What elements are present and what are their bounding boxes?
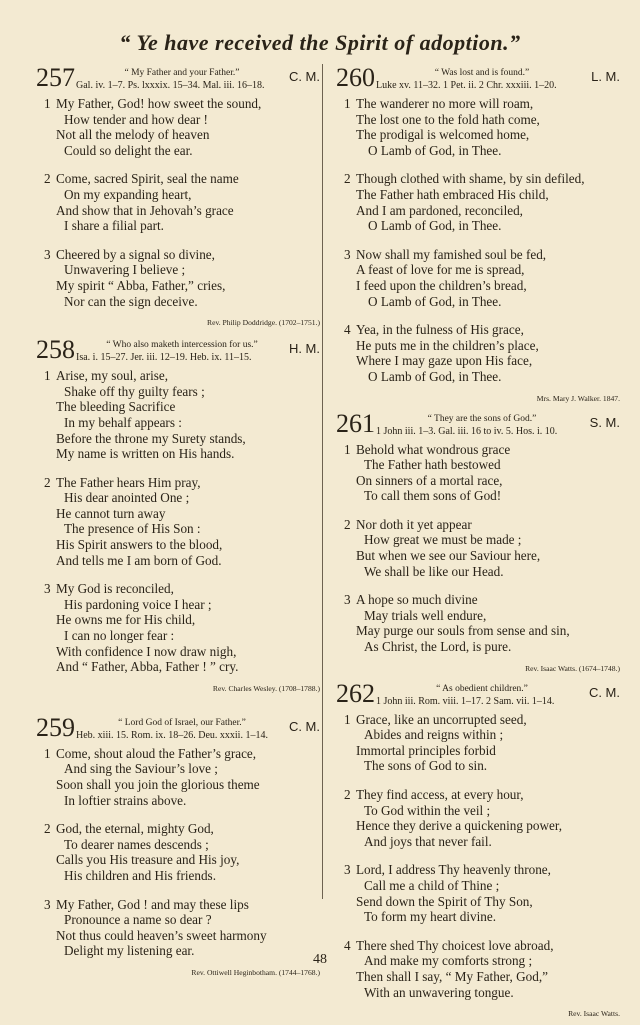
stanza [36,247,320,309]
stanza-line [336,247,620,263]
line-text: How great we must be made ; [364,532,522,548]
stanza-line [336,758,620,774]
line-text: May trials well endure, [364,607,487,623]
stanza-line [336,96,620,112]
line-text: Hence they derive a quickening power, [356,818,562,834]
stanza-number: 1 [344,711,351,727]
hymn-number: 260 [336,63,375,92]
stanza-line [36,581,320,597]
stanza-line [36,628,320,644]
stanza-line [336,938,620,954]
line-text: Lord, I address Thy heavenly throne, [356,862,551,878]
line-text: And sing the Saviour’s love ; [64,761,218,777]
line-text: To call them sons of God! [364,488,502,504]
line-text: With an unwavering tongue. [364,984,514,1000]
stanza-line [36,490,320,506]
hymn-header [36,335,320,368]
hymn-header [336,408,620,442]
line-text: The presence of His Son : [64,521,201,537]
stanza [336,592,620,654]
stanza-line [336,218,620,234]
hymn-meter: L. M. [591,69,620,84]
stanza-line [336,187,620,203]
stanza-line [36,171,320,187]
hymn-262 [336,678,620,1025]
hymn-meter: S. M. [589,414,620,430]
stanza-number: 2 [44,474,51,490]
hymn-header [36,63,320,96]
stanza [336,442,620,504]
line-text: Send down the Spirit of Thy Son, [356,893,533,909]
stanza-number: 3 [344,592,351,608]
line-text: I can no longer fear : [64,628,175,644]
stanza [336,862,620,924]
line-text: On sinners of a mortal race, [356,472,503,488]
stanza-line [36,431,320,447]
stanza-line [336,338,620,354]
hymn-header [336,678,620,712]
hymn-number: 257 [36,63,75,92]
stanza-line [336,787,620,803]
line-text: Before the throne my Surety stands, [56,430,246,446]
hymn-author: Mrs. Mary J. Walker. 1847. [536,393,620,403]
hymn-author: Rev. Isaac Watts. (1674–1748.) [525,663,620,673]
line-text: To form my heart divine. [364,909,497,925]
stanza [336,96,620,158]
stanza-line [36,384,320,400]
line-text: My name is written on His hands. [56,446,235,462]
line-text: He owns me for His child, [56,612,196,628]
line-text: Come, shout aloud the Father’s grace, [56,745,257,761]
stanza-line [36,746,320,762]
line-text: I share a filial part. [64,218,164,234]
hymn-caption: “ My Father and your Father.” [124,68,240,78]
line-text: Where I may gaze upon His face, [356,353,533,369]
line-text: The bleeding Sacrifice [56,399,176,415]
stanza-line [336,743,620,759]
line-text: The lost one to the fold hath come, [356,111,540,127]
page-header: “ Ye have received the Spirit of adoption.” [119,30,521,55]
line-text: His dear anointed One ; [64,490,190,506]
line-text: We shall be like our Head. [364,563,504,579]
line-text: Not thus could heaven’s sweet harmony [56,927,267,943]
hymn-number: 262 [336,678,375,708]
line-text: Though clothed with shame, by sin defiled, [356,171,585,187]
column-divider [322,64,323,899]
line-text: A hope so much divine [356,592,478,608]
line-text: The prodigal is welcomed home, [356,127,530,143]
stanza-number: 2 [44,821,51,837]
hymn-author: Rev. Ottiwell Heginbotham. (1744–1768.) [191,967,320,977]
line-text: I feed upon the children’s bread, [356,277,527,293]
line-text: A feast of love for me is spread, [356,262,525,278]
hymn-number: 261 [336,408,375,438]
stanza-line [36,143,320,159]
line-text: Immortal principles forbid [356,742,496,758]
stanza-line [36,837,320,853]
stanza-line [336,623,620,639]
stanza-line [36,187,320,203]
stanza-number: 2 [344,787,351,802]
line-text: And show that in Jehovah’s grace [56,202,234,218]
stanza-line [336,473,620,489]
line-text: The wanderer no more will roam, [356,96,534,111]
stanza-line [36,521,320,537]
scripture-references: 1 John iii. Rom. viii. 1–17. 2 Sam. vii. 1–14. [376,695,555,707]
stanza [336,938,620,1000]
stanza-number: 2 [344,516,351,532]
stanza [36,897,320,959]
line-text: In loftier strains above. [64,792,187,808]
line-text: My God is reconciled, [56,581,174,597]
line-text: And I am pardoned, reconciled, [356,202,523,218]
hymn-261 [336,408,620,680]
stanza-line [36,368,320,384]
stanza-line [336,353,620,369]
line-text: His Spirit answers to the blood, [56,537,223,553]
right-column [336,63,620,1025]
stanza-line [36,96,320,112]
stanza-line [36,659,320,675]
line-text: And tells me I am born of God. [56,552,222,568]
stanza-line [36,912,320,928]
stanza-line [36,553,320,569]
stanza-line [36,537,320,553]
line-text: He cannot turn away [56,505,166,521]
line-text: They find access, at every hour, [356,787,524,802]
stanza-number: 3 [344,862,351,878]
line-text: Shake off thy guilty fears ; [64,383,205,399]
stanza-line [336,203,620,219]
line-text: Not all the melody of heaven [56,127,210,143]
stanza [336,517,620,579]
stanza-line [336,171,620,187]
stanza [36,96,320,158]
line-text: In my behalf appears : [64,414,182,430]
stanza-line [336,878,620,894]
scripture-references: Isa. i. 15–27. Jer. iii. 12–19. Heb. ix. 11–15. [76,352,252,364]
hymn-meter: H. M. [288,341,320,357]
line-text: Nor can the sign deceive. [64,293,198,309]
stanza-line [336,834,620,850]
stanza [336,247,620,309]
line-text: As Christ, the Lord, is pure. [364,639,512,655]
stanza-line [36,928,320,944]
stanza-line [336,727,620,743]
stanza-line [36,597,320,613]
line-text: How tender and how dear ! [64,111,208,127]
line-text: But when we see our Saviour here, [356,548,541,564]
stanza [336,322,620,384]
scripture-references: Gal. iv. 1–7. Ps. lxxxix. 15–34. Mal. iii. 16–18. [76,80,265,91]
stanza-line [336,127,620,143]
line-text: Call me a child of Thine ; [364,877,500,893]
line-text: Come, sacred Spirit, seal the name [56,171,239,187]
stanza-line [36,777,320,793]
line-text: May purge our souls from sense and sin, [356,623,570,639]
line-text: Soon shall you join the glorious theme [56,777,260,792]
stanza [36,821,320,883]
hymn-caption: “ Was lost and is found.” [434,68,530,78]
stanza [36,368,320,462]
stanza-line [336,532,620,548]
line-text: His pardoning voice I hear ; [64,596,212,612]
stanza-line [336,442,620,458]
line-text: Cheered by a signal so divine, [56,246,215,262]
line-text: Nor doth it yet appear [356,516,472,532]
hymn-number: 258 [36,335,75,365]
stanza-line [36,475,320,491]
scripture-references: Heb. xiii. 15. Rom. ix. 18–26. Deu. xxxii. 1–14. [76,729,268,741]
stanza [36,475,320,569]
stanza-number: 1 [44,745,51,761]
stanza-number: 1 [44,96,51,111]
page-number: 48 [313,952,327,967]
stanza-line [336,294,620,310]
stanza-line [336,818,620,834]
stanza-line [336,862,620,878]
line-text: And “ Father, Abba, Father ! ” cry. [56,659,239,675]
stanza [336,171,620,233]
hymn-caption: “ Who also maketh intercession for us.” [106,340,258,351]
line-text: Delight my listening ear. [64,943,195,959]
hymn-meter: C. M. [288,718,320,734]
stanza-line [336,262,620,278]
left-column [36,63,320,984]
stanza-number: 1 [344,441,351,457]
hymn-caption: “ As obedient children.” [436,683,528,694]
stanza-line [36,506,320,522]
line-text: And make my comforts strong ; [364,953,533,969]
stanza-line [336,564,620,580]
stanza-line [336,278,620,294]
hymn-259 [36,712,320,984]
stanza-line [36,897,320,913]
stanza-line [36,644,320,660]
stanza-line [336,517,620,533]
stanza-line [36,278,320,294]
stanza-number: 4 [344,322,351,338]
line-text: Abides and reigns within ; [364,727,504,743]
hymn-260 [336,63,620,410]
line-text: Arise, my soul, arise, [56,368,169,384]
line-text: The Father hath embraced His child, [356,186,549,202]
stanza-line [36,868,320,884]
line-text: O Lamb of God, in Thee. [368,293,502,309]
stanza-line [36,262,320,278]
stanza-line [336,608,620,624]
line-text: On my expanding heart, [64,186,192,202]
hymn-number: 259 [36,712,75,742]
stanza-number: 1 [44,368,51,384]
stanza [36,746,320,808]
stanza [36,581,320,675]
line-text: Pronounce a name so dear ? [64,912,212,928]
hymn-258 [36,335,320,700]
stanza-line [336,548,620,564]
line-text: With confidence I now draw nigh, [56,643,237,659]
hymn-author: Rev. Charles Wesley. (1708–1788.) [212,683,320,693]
stanza-number: 3 [44,581,51,597]
line-text: And joys that never fail. [364,833,492,849]
line-text: Yea, in the fulness of His grace, [356,322,524,338]
line-text: O Lamb of God, in Thee. [368,368,502,384]
line-text: He puts me in the children’s place, [356,337,539,353]
stanza-number: 3 [44,246,51,262]
hymn-header [36,712,320,746]
stanza-line [36,761,320,777]
stanza-line [36,203,320,219]
line-text: Calls you His treasure and His joy, [56,852,240,868]
hymn-author: Rev. Philip Doddridge. (1702–1751.) [207,318,320,328]
stanza-line [336,909,620,925]
line-text: My Father, God ! and may these lips [56,896,249,912]
stanza-line [336,143,620,159]
stanza-line [336,969,620,985]
stanza-line [336,985,620,1001]
line-text: His children and His friends. [64,867,216,883]
stanza-number: 2 [44,171,51,187]
stanza-line [336,803,620,819]
stanza-line [336,322,620,338]
stanza-line [336,639,620,655]
stanza-line [36,852,320,868]
stanza-line [36,446,320,462]
stanza-line [336,112,620,128]
hymn-header [336,63,620,96]
stanza-number: 3 [344,246,351,262]
line-text: God, the eternal, mighty God, [56,821,214,837]
stanza-line [36,247,320,263]
hymn-author: Rev. Isaac Watts. [568,1009,620,1019]
stanza-line [36,127,320,143]
stanza-line [336,369,620,385]
hymn-257 [36,63,320,334]
stanza-line [36,821,320,837]
line-text: O Lamb of God, in Thee. [368,218,502,234]
hymn-meter: C. M. [288,69,320,84]
hymn-meter: C. M. [588,684,620,700]
line-text: Then shall I say, “ My Father, God,” [356,968,548,984]
line-text: There shed Thy choicest love abroad, [356,937,554,953]
scripture-references: Luke xv. 11–32. 1 Pet. ii. 2 Chr. xxxiii. 1–20. [376,80,557,91]
line-text: O Lamb of God, in Thee. [368,142,502,158]
stanza [336,787,620,849]
line-text: Now shall my famished soul be fed, [356,246,547,262]
stanza-line [336,894,620,910]
stanza-line [336,488,620,504]
stanza-line [36,612,320,628]
line-text: The sons of God to sin. [364,758,488,774]
line-text: To God within the veil ; [364,802,491,818]
line-text: Behold what wondrous grace [356,441,511,457]
line-text: The Father hears Him pray, [56,474,201,490]
stanza [36,171,320,233]
stanza-number: 3 [44,896,51,912]
hymn-caption: “ They are the sons of God.” [427,413,537,424]
stanza-number: 4 [344,937,351,953]
stanza-number: 1 [344,96,351,111]
line-text: My Father, God! how sweet the sound, [56,96,262,111]
stanza-line [336,592,620,608]
stanza-line [36,218,320,234]
stanza-line [36,294,320,310]
line-text: My spirit “ Abba, Father,” cries, [56,277,226,293]
line-text: The Father hath bestowed [364,457,501,473]
hymn-caption: “ Lord God of Israel, our Father.” [118,717,246,728]
line-text: Grace, like an uncorrupted seed, [356,711,527,727]
stanza-line [36,415,320,431]
stanza-line [36,399,320,415]
stanza-line [36,793,320,809]
line-text: To dearer names descends ; [64,836,209,852]
stanza-line [336,712,620,728]
stanza-line [36,112,320,128]
line-text: Unwavering I believe ; [64,262,186,278]
scripture-references: 1 John iii. 1–3. Gal. iii. 16 to iv. 5. Hos. i. 10. [376,425,558,437]
stanza-line [336,457,620,473]
line-text: Could so delight the ear. [64,142,193,158]
stanza [336,712,620,774]
stanza-number: 2 [344,171,351,187]
